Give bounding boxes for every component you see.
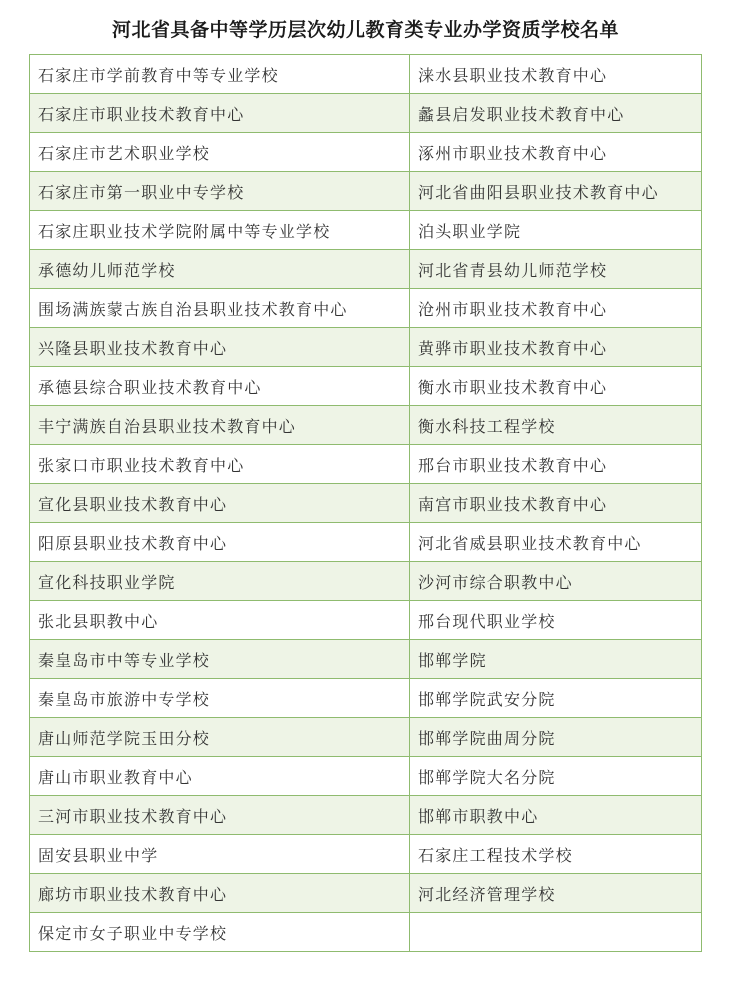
document-title: 河北省具备中等学历层次幼儿教育类专业办学资质学校名单 [111,19,619,41]
school-name-cell: 邯郸市职教中心 [410,796,702,835]
table-row [30,523,702,562]
school-name-cell: 宣化科技职业学院 [30,562,410,601]
school-name-cell: 河北省威县职业技术教育中心 [410,523,702,562]
school-name-cell: 涿州市职业技术教育中心 [410,133,702,172]
school-name-cell: 蠡县启发职业技术教育中心 [410,94,702,133]
table-row [30,718,702,757]
table-row [30,328,702,367]
table-row [30,913,702,952]
school-name-cell: 河北省青县幼儿师范学校 [410,250,702,289]
school-name-cell: 黄骅市职业技术教育中心 [410,328,702,367]
school-list-table [29,54,702,952]
school-name-cell: 河北省曲阳县职业技术教育中心 [410,172,702,211]
table-row [30,562,702,601]
school-name-cell: 唐山师范学院玉田分校 [30,718,410,757]
school-name-cell: 沙河市综合职教中心 [410,562,702,601]
school-name-cell: 张家口市职业技术教育中心 [30,445,410,484]
table-row [30,55,702,94]
table-row [30,757,702,796]
school-name-cell [410,913,702,952]
school-name-cell: 石家庄市学前教育中等专业学校 [30,55,410,94]
table-row [30,94,702,133]
table-row [30,484,702,523]
table-row [30,640,702,679]
school-name-cell: 三河市职业技术教育中心 [30,796,410,835]
school-name-cell: 唐山市职业教育中心 [30,757,410,796]
table-row [30,367,702,406]
table-row [30,445,702,484]
school-name-cell: 宣化县职业技术教育中心 [30,484,410,523]
school-name-cell: 邯郸学院武安分院 [410,679,702,718]
school-name-cell: 秦皇岛市旅游中专学校 [30,679,410,718]
school-name-cell: 承德县综合职业技术教育中心 [30,367,410,406]
school-name-cell: 衡水科技工程学校 [410,406,702,445]
table-row [30,406,702,445]
school-name-cell: 邢台现代职业学校 [410,601,702,640]
table-row [30,172,702,211]
school-name-cell: 固安县职业中学 [30,835,410,874]
school-list-body [30,55,702,952]
school-name-cell: 保定市女子职业中专学校 [30,913,410,952]
table-row [30,211,702,250]
table-row [30,796,702,835]
school-name-cell: 河北经济管理学校 [410,874,702,913]
school-name-cell: 涞水县职业技术教育中心 [410,55,702,94]
school-name-cell: 邯郸学院大名分院 [410,757,702,796]
table-row [30,874,702,913]
school-name-cell: 邯郸学院曲周分院 [410,718,702,757]
school-name-cell: 秦皇岛市中等专业学校 [30,640,410,679]
table-row [30,133,702,172]
school-name-cell: 丰宁满族自治县职业技术教育中心 [30,406,410,445]
table-row [30,835,702,874]
school-name-cell: 泊头职业学院 [410,211,702,250]
table-row [30,601,702,640]
school-name-cell: 邢台市职业技术教育中心 [410,445,702,484]
school-name-cell: 廊坊市职业技术教育中心 [30,874,410,913]
school-name-cell: 南宫市职业技术教育中心 [410,484,702,523]
table-row [30,289,702,328]
school-name-cell: 邯郸学院 [410,640,702,679]
table-row [30,679,702,718]
school-name-cell: 石家庄职业技术学院附属中等专业学校 [30,211,410,250]
school-name-cell: 石家庄市职业技术教育中心 [30,94,410,133]
school-name-cell: 张北县职教中心 [30,601,410,640]
school-name-cell: 石家庄工程技术学校 [410,835,702,874]
school-name-cell: 围场满族蒙古族自治县职业技术教育中心 [30,289,410,328]
school-name-cell: 阳原县职业技术教育中心 [30,523,410,562]
school-name-cell: 石家庄市艺术职业学校 [30,133,410,172]
table-row [30,250,702,289]
school-name-cell: 衡水市职业技术教育中心 [410,367,702,406]
school-name-cell: 兴隆县职业技术教育中心 [30,328,410,367]
school-name-cell: 沧州市职业技术教育中心 [410,289,702,328]
school-name-cell: 承德幼儿师范学校 [30,250,410,289]
school-name-cell: 石家庄市第一职业中专学校 [30,172,410,211]
